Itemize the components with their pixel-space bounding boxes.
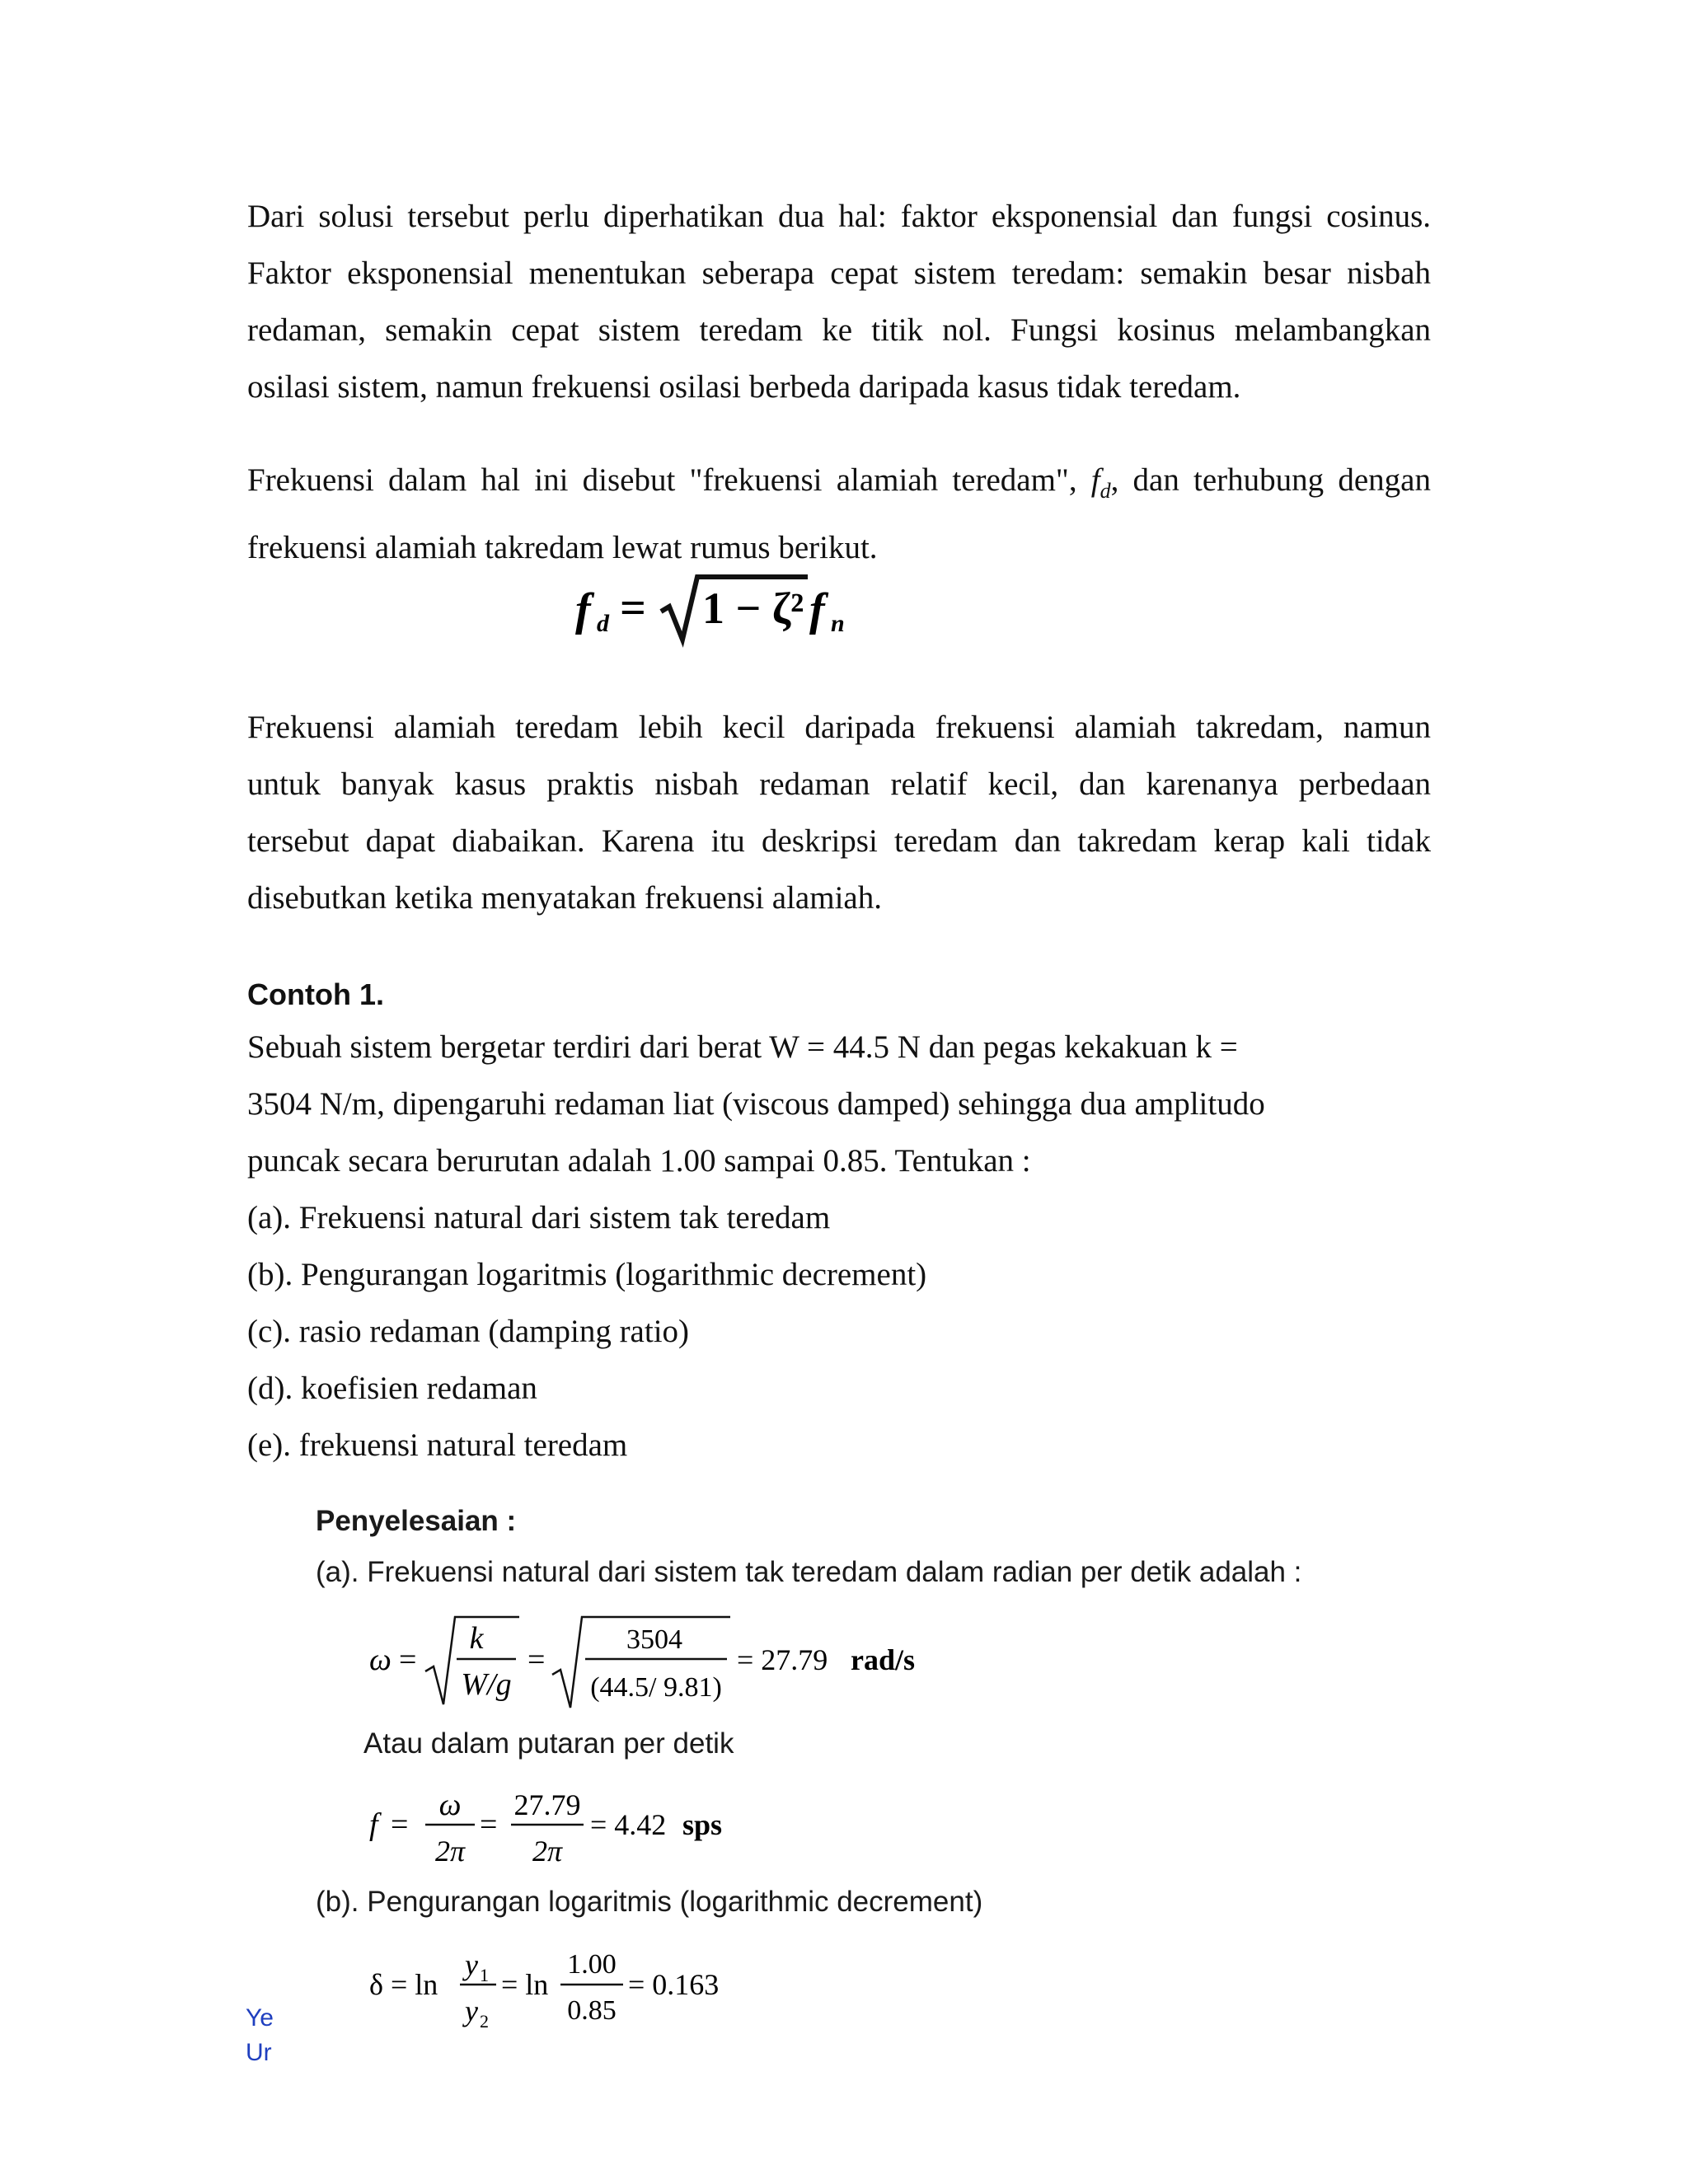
formula-equals: = (620, 583, 646, 634)
example-item-e: (e). frekuensi natural teredam (247, 1427, 628, 1463)
formula-rhs-sub: n (831, 610, 845, 637)
eq-result: = 0.163 (628, 1968, 720, 2001)
solution-alt-text: Atau dalam putaran per detik (363, 1727, 734, 1760)
eq-den: 2π (532, 1835, 563, 1868)
formula-radicand: 1 − ζ² (702, 583, 804, 633)
formula-damped-frequency (569, 569, 849, 651)
symbol-f: f (1090, 462, 1100, 498)
example-line: Sebuah sistem bergetar terdiri dari berat W = 44.5 N dan pegas kekakuan k = (247, 1029, 1238, 1065)
formula-lhs-sub: d (597, 610, 609, 637)
eq-lhs: ω (369, 1643, 392, 1677)
subscript-d: d (1100, 478, 1111, 503)
paragraph-line: Frekuensi alamiah teredam lebih kecil daripada frekuensi alamiah takredam, namun (247, 710, 1431, 745)
eq-num-sub: 1 (480, 1965, 489, 1985)
eq-num: y (465, 1948, 478, 1981)
paragraph-solution-intro (247, 188, 1431, 415)
eq-equals: = (480, 1807, 498, 1842)
example-item-d: (d). koefisien redaman (247, 1371, 537, 1406)
paragraph-damped-frequency (247, 452, 1431, 576)
eq-den: 0.85 (567, 1995, 617, 2026)
eq-result: = 4.42 (590, 1808, 667, 1841)
eq-lhs: δ = ln (369, 1968, 438, 2001)
example-line: puncak secara berurutan adalah 1.00 sampai 0.85. Tentukan : (247, 1143, 1031, 1179)
footer-text-line1: Ye (246, 2004, 274, 2032)
eq-num: ω (438, 1788, 462, 1822)
eq-equals: = (528, 1643, 546, 1677)
eq-lhs: f (369, 1807, 378, 1842)
solution-part-b: (b). Pengurangan logaritmis (logarithmic decrement) (316, 1886, 983, 1918)
example-item-a: (a). Frekuensi natural dari sistem tak teredam (247, 1200, 831, 1235)
example-item-c: (c). rasio redaman (damping ratio) (247, 1314, 690, 1349)
text-run: Frekuensi dalam hal ini disebut "frekuensi alamiah teredam", (247, 462, 1091, 498)
paragraph-line: frekuensi alamiah takredam lewat rumus berikut. (247, 529, 878, 565)
eq-equals: = (391, 1807, 409, 1842)
paragraph-comparison (247, 699, 1431, 926)
paragraph-line (247, 452, 1431, 519)
formula-lhs: f (575, 584, 591, 635)
paragraph-line: redaman, semakin cepat sistem teredam ke titik nol. Fungsi kosinus melambangkan (247, 312, 1431, 348)
equation-omega (363, 1607, 956, 1714)
eq-den: y (465, 1994, 478, 2027)
eq-unit: rad/s (851, 1643, 916, 1676)
example-item-b: (b). Pengurangan logaritmis (logarithmic decrement) (247, 1257, 927, 1292)
footer-text-line2: Ur (246, 2039, 272, 2066)
eq-num: 3504 (626, 1624, 682, 1655)
example-line: 3504 N/m, dipengaruhi redaman liat (viscous damped) sehingga dua amplitudo (247, 1086, 1265, 1122)
text-run: , dan terhubung dengan (1110, 462, 1431, 498)
eq-den: 2π (434, 1835, 466, 1868)
eq-num: 27.79 (513, 1788, 581, 1821)
solution-part-a: (a). Frekuensi natural dari sistem tak teredam dalam radian per detik adalah : (316, 1556, 1302, 1588)
paragraph-line: osilasi sistem, namun frekuensi osilasi berbeda daripada kasus tidak teredam. (247, 369, 1241, 405)
eq-num: 1.00 (567, 1949, 617, 1980)
eq-unit: sps (682, 1808, 723, 1841)
equation-frequency (363, 1780, 775, 1879)
eq-den: W/g (461, 1667, 512, 1702)
eq-mid: = ln (501, 1968, 549, 2001)
solution-heading: Penyelesaian : (316, 1505, 517, 1537)
eq-den: (44.5/ 9.81) (590, 1672, 722, 1703)
paragraph-line: tersebut dapat diabaikan. Karena itu deskripsi teredam dan takredam kerap kali tidak (247, 823, 1431, 859)
paragraph-line: disebutkan ketika menyatakan frekuensi alamiah. (247, 880, 882, 916)
eq-num: k (469, 1621, 484, 1656)
paragraph-line: Faktor eksponensial menentukan seberapa cepat sistem teredam: semakin besar nisbah (247, 255, 1431, 291)
eq-result: = 27.79 (737, 1643, 828, 1676)
paragraph-line: untuk banyak kasus praktis nisbah redaman relatif kecil, dan karenanya perbedaan (247, 766, 1431, 802)
formula-rhs: f (809, 584, 825, 635)
example-heading: Contoh 1. (247, 977, 384, 1011)
equation-log-decrement (363, 1945, 775, 2044)
eq-equals: = (399, 1643, 417, 1677)
eq-den-sub: 2 (480, 2011, 489, 2032)
paragraph-line: Dari solusi tersebut perlu diperhatikan dua hal: faktor eksponensial dan fungsi cosinus. (247, 199, 1431, 234)
